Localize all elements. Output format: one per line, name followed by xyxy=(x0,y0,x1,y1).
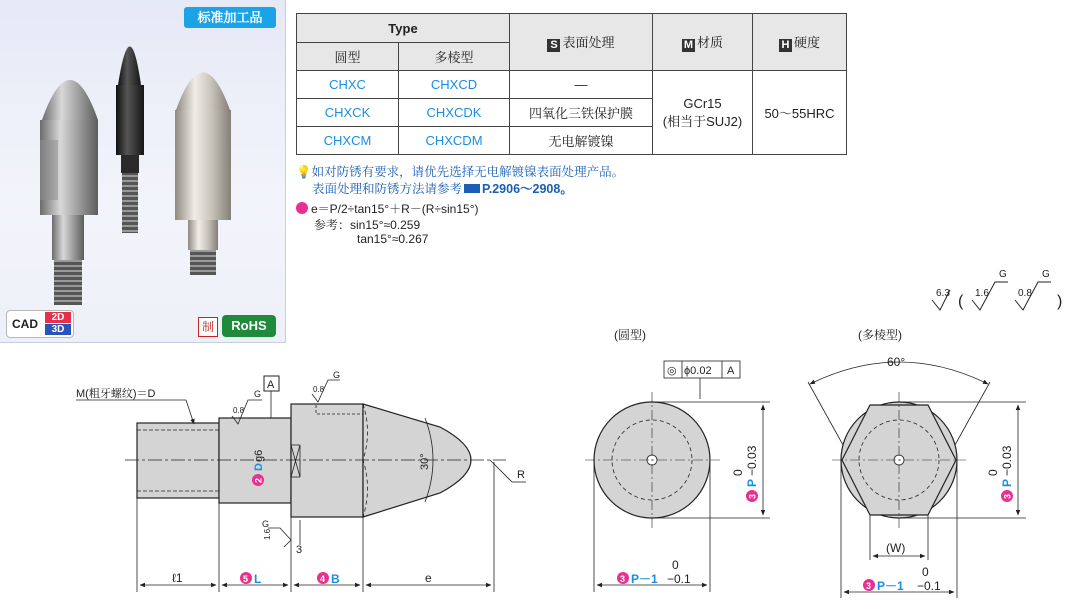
svg-text:): ) xyxy=(1057,293,1063,310)
round-type-header: 圆型 xyxy=(297,43,399,71)
type-header: Type xyxy=(297,14,510,43)
hardness-value: 50～55HRC xyxy=(753,71,847,155)
surface-treatment-reference: 表面处理和防锈方法请参考 P.2906～2908。 xyxy=(312,182,573,196)
d-marker: 2 xyxy=(253,477,264,483)
roughness-0.8: 0.8 xyxy=(1018,288,1032,299)
svg-text:−0.03: −0.03 xyxy=(745,445,759,476)
angle-60: 60° xyxy=(887,355,906,369)
svg-text:3: 3 xyxy=(1002,493,1013,499)
roughness-legend xyxy=(932,269,1062,310)
p-bottom-label-round: P－1 xyxy=(631,572,658,586)
svg-text:−0.1: −0.1 xyxy=(667,572,691,586)
angle-30: 30° xyxy=(419,453,431,470)
rust-prevention-note: 💡如对防锈有要求，请优先选择无电解镀镍表面处理产品。 xyxy=(296,165,625,179)
p-label-round: P xyxy=(745,478,759,487)
polygon-code[interactable]: CHXCDM xyxy=(399,127,510,155)
l-marker: 5 xyxy=(243,574,249,584)
surface-value: 无电解镀镍 xyxy=(510,127,653,155)
dim-3: 3 xyxy=(296,544,303,556)
concentricity-icon: ◎ xyxy=(667,365,677,377)
formula-reference-tan: tan15°≈0.267 xyxy=(357,232,429,246)
round-code[interactable]: CHXCK xyxy=(297,99,399,127)
b-label: B xyxy=(331,572,340,586)
material-value: GCr15 (相当于SUJ2) xyxy=(653,71,753,155)
made-to-order-mark: 制 xyxy=(198,317,218,337)
hardness-header: H 硬度 xyxy=(753,14,847,71)
h-key-icon: H xyxy=(779,39,792,52)
svg-text:0: 0 xyxy=(986,469,1000,476)
roughness-6.3: 6.3 xyxy=(936,288,950,299)
surface-value: 四氧化三铁保护膜 xyxy=(510,99,653,127)
polygon-end-view xyxy=(808,327,1026,598)
polygon-code[interactable]: CHXCDK xyxy=(399,99,510,127)
s-key-icon: S xyxy=(547,39,560,52)
head-section xyxy=(291,404,363,517)
round-type-title: (圆型) xyxy=(614,328,646,342)
svg-text:3: 3 xyxy=(747,493,758,499)
tip-bulb-icon: 💡 xyxy=(296,165,312,179)
svg-text:G: G xyxy=(333,370,341,380)
p-label-polygon: P xyxy=(1000,478,1014,487)
roughness-g1: G xyxy=(999,269,1007,280)
svg-text:G: G xyxy=(254,389,262,399)
polygon-code[interactable]: CHXCD xyxy=(399,71,510,99)
l-label: L xyxy=(254,572,262,586)
thread-label: M(粗牙螺纹)＝D xyxy=(76,388,156,400)
svg-text:(: ( xyxy=(958,293,964,310)
round-end-view xyxy=(585,327,770,592)
d-label: D xyxy=(253,463,265,471)
round-code[interactable]: CHXC xyxy=(297,71,399,99)
roughness-1.6: 1.6 xyxy=(975,288,989,299)
datum-a-label: A xyxy=(267,379,275,391)
cad-2d-label[interactable]: 2D xyxy=(45,312,71,323)
w-label: (W) xyxy=(886,541,906,555)
head-roughness: 0.8 xyxy=(313,385,325,394)
svg-text:0: 0 xyxy=(731,469,745,476)
svg-text:−0.03: −0.03 xyxy=(1000,445,1014,476)
cone-tip xyxy=(363,404,471,517)
shank-roughness: 0.8 xyxy=(233,406,245,415)
p-bottom-label-polygon: P－1 xyxy=(877,579,904,593)
svg-text:3: 3 xyxy=(866,581,872,591)
svg-text:0: 0 xyxy=(672,558,679,572)
d-tolerance: g6 xyxy=(253,449,265,462)
svg-text:0: 0 xyxy=(922,565,929,579)
cad-label: CAD xyxy=(12,317,38,331)
dim-l1: ℓ1 xyxy=(172,571,183,585)
svg-text:1.6: 1.6 xyxy=(263,528,272,540)
b-marker: 4 xyxy=(320,574,326,584)
cad-3d-label[interactable]: 3D xyxy=(45,324,71,335)
roughness-g2: G xyxy=(1042,269,1050,280)
tolerance-value: ϕ0.02 xyxy=(684,365,712,377)
tolerance-datum: A xyxy=(727,365,735,377)
round-code[interactable]: CHXCM xyxy=(297,127,399,155)
page-reference-link[interactable]: P.2906～2908。 xyxy=(482,182,573,196)
polygon-type-title: (多棱型) xyxy=(858,328,902,342)
thread-section xyxy=(137,423,219,498)
m-key-icon: M xyxy=(683,39,694,51)
surface-value: — xyxy=(510,71,653,99)
formula-line: e＝P/2÷tan15°＋R－(R÷sin15°) xyxy=(296,200,479,217)
radius-label: R xyxy=(517,469,525,481)
material-header: M 材质 xyxy=(653,14,753,71)
dim-e: e xyxy=(425,571,432,585)
svg-text:−0.1: −0.1 xyxy=(917,579,941,593)
polygon-type-header: 多棱型 xyxy=(399,43,510,71)
svg-text:G: G xyxy=(262,519,270,529)
formula-reference: 参考：sin15°≈0.259 xyxy=(314,218,421,232)
rohs-badge: RoHS xyxy=(222,315,276,337)
surface-treatment-header: S 表面处理 xyxy=(510,14,653,71)
standard-processing-badge: 标准加工品 xyxy=(184,7,276,28)
svg-text:3: 3 xyxy=(620,574,626,584)
